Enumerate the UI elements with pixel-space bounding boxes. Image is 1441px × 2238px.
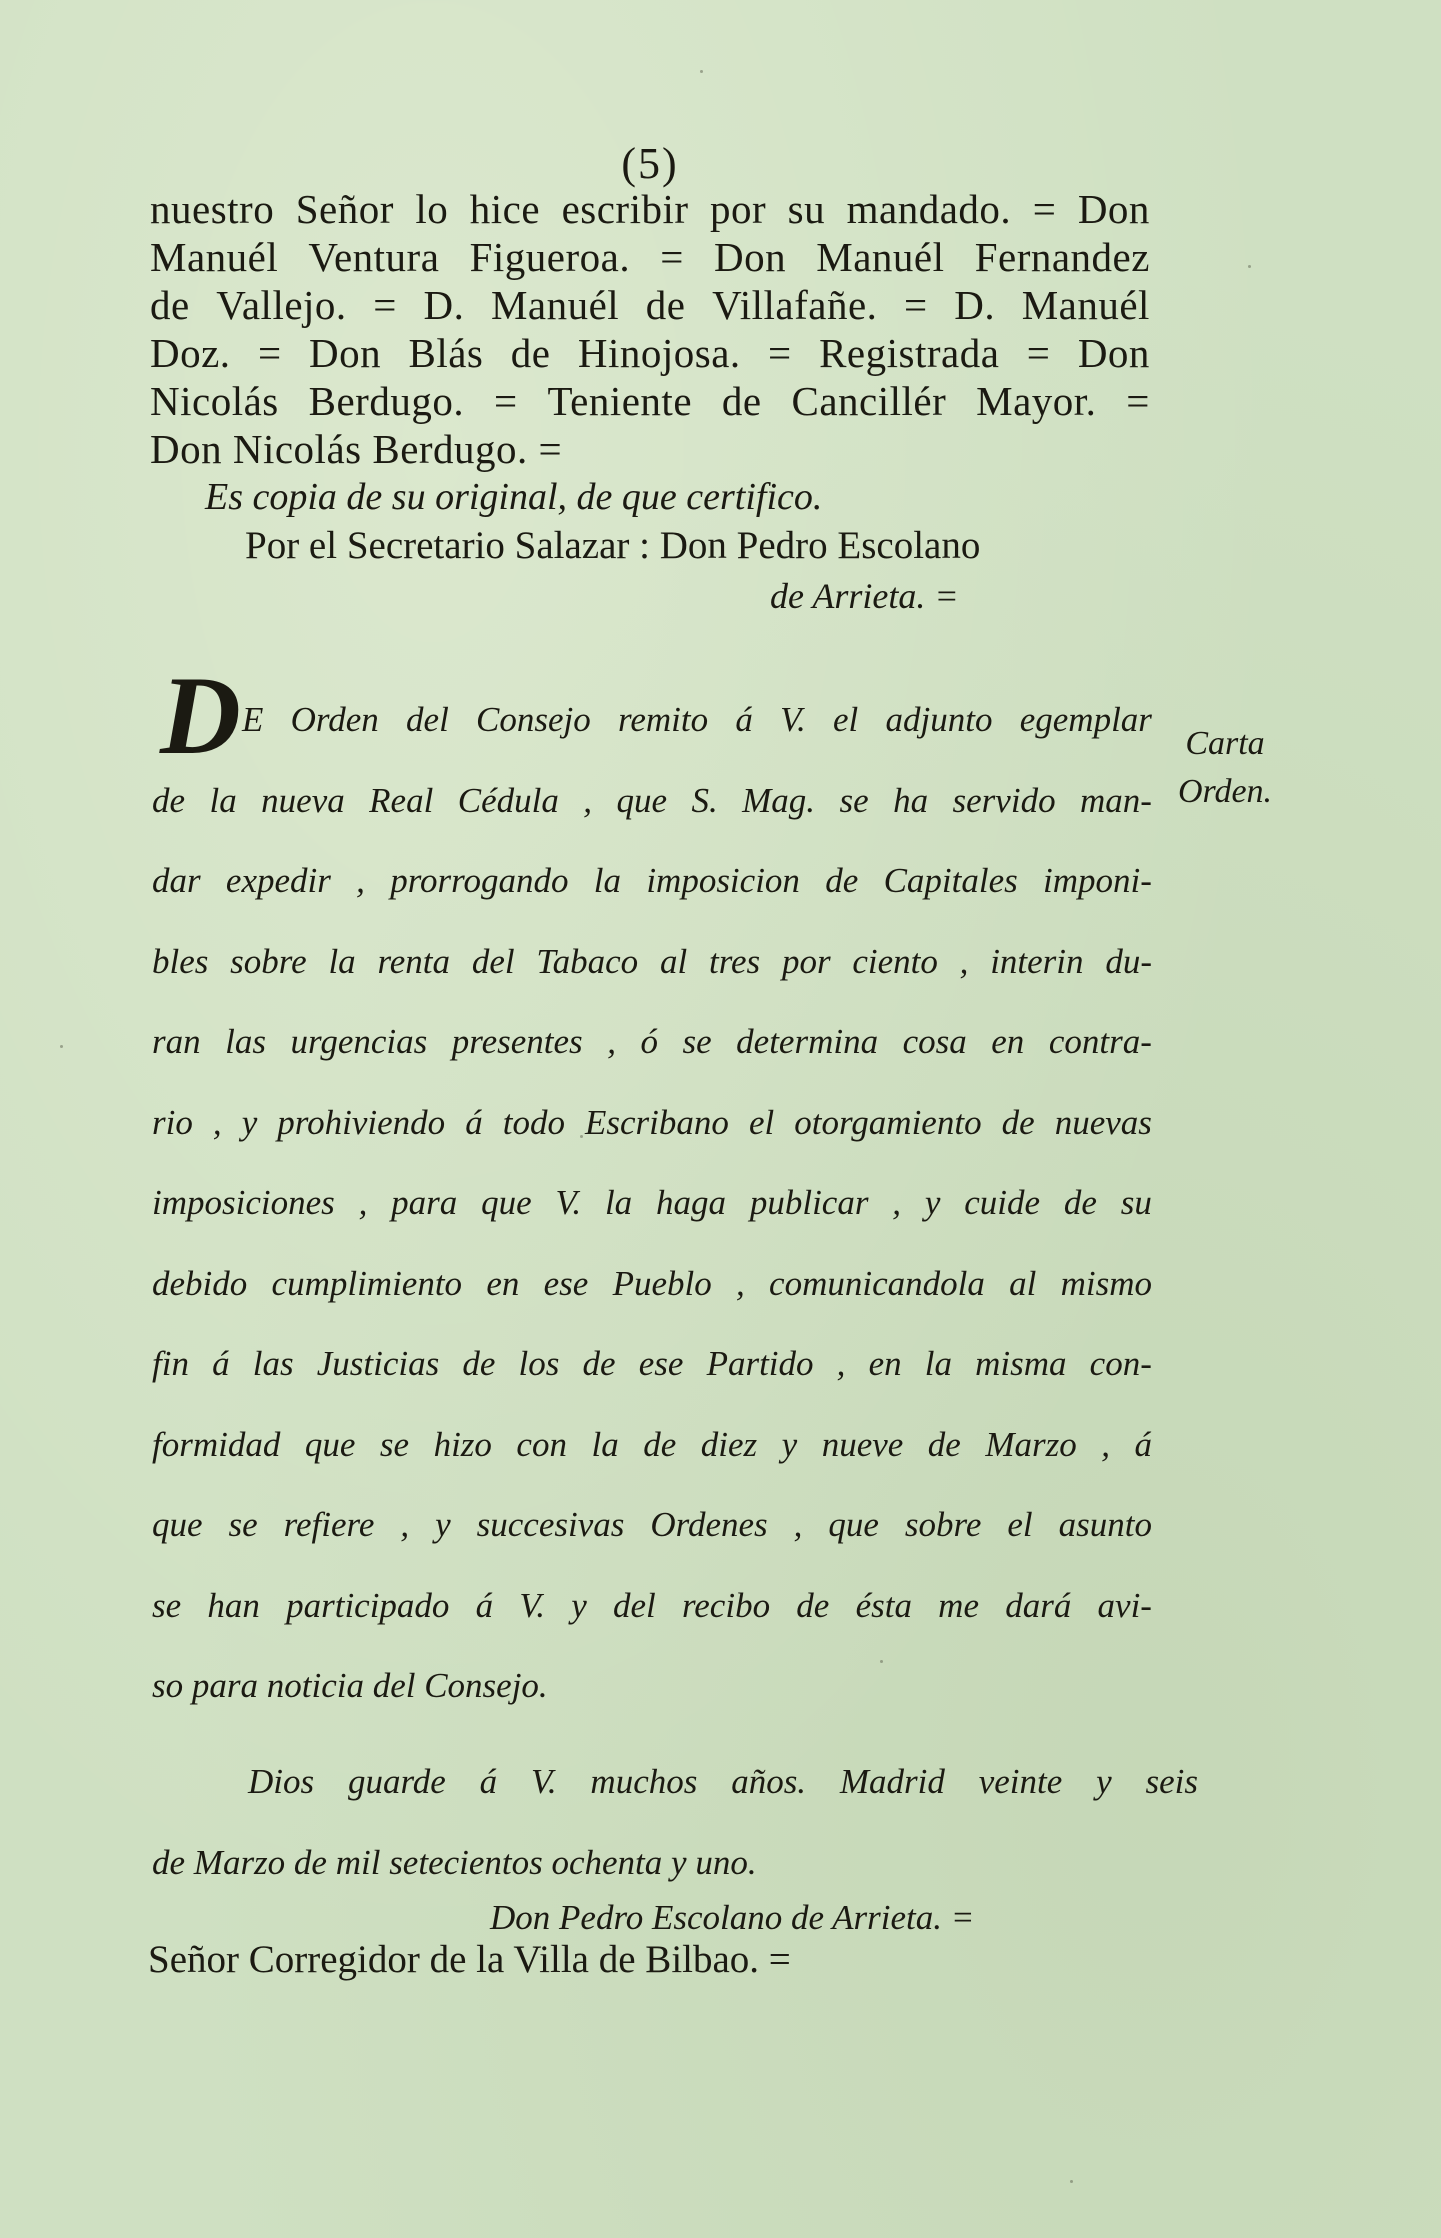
letter-line	[152, 1103, 1152, 1184]
word: S.	[691, 780, 718, 820]
word: ,	[959, 941, 969, 981]
word: Pueblo	[612, 1263, 712, 1303]
word: =	[1026, 330, 1051, 376]
word: presentes	[451, 1022, 583, 1061]
word: Cancillér	[791, 378, 947, 424]
word: Teniente	[547, 378, 693, 424]
letter-line: so para noticia del Consejo.	[152, 1666, 548, 1705]
word: hice	[469, 186, 541, 232]
word: imposicion	[646, 861, 800, 900]
word: ese	[638, 1344, 684, 1383]
word: adjunto	[885, 700, 993, 739]
word: otorgamiento	[794, 1102, 982, 1142]
word: =	[904, 282, 928, 328]
word: todo	[502, 1102, 565, 1142]
secretary-name-continuation: de Arrieta. =	[770, 576, 959, 616]
word: en	[868, 1344, 902, 1383]
word: debido	[152, 1263, 248, 1303]
word: Orden	[290, 700, 379, 739]
word: ,	[836, 1344, 846, 1383]
word: la	[924, 1344, 952, 1383]
word: la	[604, 1183, 633, 1222]
word: para	[391, 1183, 458, 1222]
word: ,	[892, 1183, 902, 1222]
word: Real	[369, 780, 434, 820]
word: Cédula	[457, 780, 559, 820]
letter-line	[152, 1505, 1152, 1586]
word: se	[839, 780, 869, 820]
letter-line	[152, 1183, 1152, 1264]
word: por	[710, 186, 767, 232]
word: mismo	[1060, 1263, 1152, 1303]
word: =	[1032, 186, 1057, 232]
word: de	[152, 780, 186, 820]
word: nueva	[261, 780, 345, 820]
word: ,	[358, 1183, 368, 1222]
word: y	[435, 1505, 451, 1544]
word: man-	[1080, 780, 1152, 820]
paper-speck	[1248, 265, 1251, 268]
word: ,	[1101, 1424, 1110, 1464]
word: guarde	[347, 1762, 446, 1801]
word: prorrogando	[390, 861, 569, 900]
margin-note	[1165, 720, 1285, 816]
word: de	[643, 1424, 677, 1464]
word: y	[924, 1183, 941, 1222]
word: han	[207, 1585, 260, 1625]
word: ,	[212, 1102, 222, 1142]
word: Manuél	[816, 234, 945, 280]
word: Don	[714, 234, 787, 280]
word: Consejo	[476, 700, 591, 739]
word: V.	[780, 700, 806, 739]
word: del	[471, 941, 515, 981]
margin-note-line: Orden.	[1177, 773, 1273, 810]
word: haga	[656, 1183, 727, 1222]
word: que	[616, 780, 668, 820]
word: veinte	[978, 1762, 1063, 1801]
word: succesivas	[476, 1505, 625, 1544]
word: renta	[377, 941, 451, 981]
word: ,	[793, 1505, 803, 1544]
word: con-	[1089, 1344, 1152, 1383]
word: que	[828, 1505, 879, 1544]
word: V.	[530, 1762, 557, 1801]
word: y	[241, 1102, 258, 1142]
word: hizo	[433, 1424, 492, 1464]
word: Capitales	[883, 861, 1018, 900]
word: con	[516, 1424, 567, 1464]
certification-line: Es copia de su original, de que certifico.	[205, 476, 823, 518]
word: ran	[152, 1022, 201, 1061]
word: á	[465, 1102, 483, 1142]
word: Don	[1077, 330, 1150, 376]
word: Manuél	[150, 234, 279, 280]
word: en	[486, 1263, 520, 1303]
word: de	[582, 1344, 616, 1383]
letter-line	[152, 1264, 1152, 1345]
word: Manuél	[490, 282, 620, 328]
word: refiere	[283, 1505, 375, 1544]
word: su	[1120, 1183, 1152, 1222]
word: remito	[618, 700, 709, 739]
word: Madrid	[839, 1762, 945, 1801]
word: á	[735, 700, 753, 739]
word: ciento	[852, 941, 938, 981]
paper-speck	[1070, 2180, 1073, 2183]
letter-line	[152, 1344, 1152, 1425]
paper-speck	[580, 1135, 583, 1138]
word: lo	[415, 186, 449, 232]
word: se	[228, 1505, 258, 1544]
word: años.	[731, 1762, 807, 1801]
word: me	[938, 1585, 979, 1625]
word: imposiciones	[152, 1183, 335, 1222]
word: Vallejo.	[216, 282, 347, 328]
text-line	[150, 233, 1150, 281]
word: ha	[893, 780, 929, 820]
word: tres	[708, 941, 761, 981]
word: misma	[975, 1344, 1067, 1383]
letter-line	[152, 1022, 1152, 1103]
word: Marzo	[985, 1424, 1077, 1464]
text-line	[150, 377, 1150, 425]
word: de	[721, 378, 762, 424]
word: de	[796, 1585, 830, 1625]
word: de	[462, 1344, 496, 1383]
word: prohiviendo	[277, 1102, 446, 1142]
word: D.	[954, 282, 996, 328]
word: diez	[700, 1424, 758, 1464]
word: Justicias	[316, 1344, 440, 1383]
word: ,	[400, 1505, 410, 1544]
word: dar	[152, 861, 201, 900]
word: nuevas	[1054, 1102, 1152, 1142]
word: Nicolás	[150, 378, 279, 424]
word: al	[659, 941, 688, 981]
word: á	[212, 1344, 230, 1383]
word: =	[373, 282, 397, 328]
word: Ventura	[308, 234, 440, 280]
word: asunto	[1058, 1505, 1152, 1544]
word: =	[660, 234, 684, 280]
word: se	[379, 1424, 410, 1464]
word: dará	[1005, 1585, 1072, 1625]
word: las	[225, 1022, 266, 1061]
text-line	[150, 185, 1150, 233]
word: muchos	[590, 1762, 698, 1801]
word: servido	[952, 780, 1056, 820]
paper-speck	[700, 70, 703, 73]
word: Partido	[706, 1344, 814, 1383]
signature: Don Pedro Escolano de Arrieta. =	[490, 1898, 975, 1937]
royal-decree-closing-text	[150, 185, 1150, 473]
word: á	[479, 1762, 498, 1801]
word: cumplimiento	[271, 1263, 463, 1303]
letter-line	[152, 861, 1152, 942]
word: comunicandola	[769, 1263, 985, 1303]
word: interin	[990, 941, 1084, 981]
word: du-	[1105, 941, 1152, 981]
word: el	[833, 700, 859, 739]
word: fin	[152, 1344, 189, 1383]
word: ,	[607, 1022, 616, 1061]
word: =	[1126, 378, 1150, 424]
word: determina	[736, 1022, 879, 1061]
word: expedir	[225, 861, 331, 900]
word: urgencias	[290, 1022, 428, 1061]
word: ,	[736, 1263, 745, 1303]
drop-cap-letter: D	[160, 654, 241, 778]
word: Figueroa.	[469, 234, 631, 280]
word: de	[927, 1424, 961, 1464]
word: su	[787, 186, 826, 232]
word: ,	[583, 780, 593, 820]
word: el	[748, 1102, 775, 1142]
word: bles	[152, 941, 209, 981]
word: Blás	[408, 330, 484, 376]
word: la	[209, 780, 237, 820]
letter-body	[152, 700, 1152, 1747]
word: avi-	[1097, 1585, 1152, 1625]
text-line	[150, 281, 1150, 329]
word: =	[493, 378, 518, 424]
word: y	[1096, 1762, 1112, 1801]
word: la	[328, 941, 356, 981]
addressee: Señor Corregidor de la Villa de Bilbao. =	[148, 1938, 791, 1981]
word: de	[1001, 1102, 1035, 1142]
word: de	[645, 282, 686, 328]
word: =	[257, 330, 282, 376]
text-line	[150, 329, 1150, 377]
word: D.	[423, 282, 465, 328]
word: Villafañe.	[712, 282, 878, 328]
word: Dios	[248, 1762, 315, 1801]
word: de	[510, 330, 551, 376]
text-line: Don Nicolás Berdugo. =	[150, 426, 563, 472]
word: de	[1063, 1183, 1097, 1222]
word: se	[682, 1022, 712, 1061]
paper-speck	[60, 1045, 63, 1048]
word: V.	[555, 1183, 582, 1222]
letter-line	[152, 942, 1152, 1023]
letter-line	[152, 781, 1152, 862]
word: Doz.	[150, 330, 231, 376]
word: nueve	[821, 1424, 904, 1464]
word: á	[475, 1585, 494, 1625]
word: nuestro	[150, 186, 275, 232]
word: Mag.	[742, 780, 816, 820]
word: cuide	[964, 1183, 1041, 1222]
word: por	[781, 941, 831, 981]
word: y	[781, 1424, 798, 1464]
page-number: (5)	[621, 139, 679, 188]
word: en	[991, 1022, 1025, 1061]
word: ó	[640, 1022, 658, 1061]
word: ,	[356, 861, 365, 900]
word: que	[152, 1505, 203, 1544]
word: recibo	[681, 1585, 771, 1625]
word: Hinojosa.	[577, 330, 741, 376]
letter-line	[152, 1425, 1152, 1506]
word: que	[481, 1183, 532, 1222]
word: Ordenes	[650, 1505, 768, 1544]
closing-date-line: de Marzo de mil setecientos ochenta y uno.	[152, 1843, 757, 1882]
word: Tabaco	[536, 941, 639, 981]
word: imponi-	[1043, 861, 1152, 900]
word: y	[571, 1585, 587, 1625]
word: Don	[1077, 186, 1150, 232]
word: Don	[308, 330, 382, 376]
word: E	[242, 700, 264, 739]
word: publicar	[749, 1183, 869, 1222]
word: formidad	[152, 1424, 281, 1464]
word: participado	[286, 1585, 450, 1625]
letter-line	[152, 700, 1152, 781]
word: Manuél	[1021, 282, 1150, 328]
word: de	[150, 282, 190, 328]
word: cosa	[902, 1022, 967, 1061]
word: Berdugo.	[308, 378, 465, 424]
word: ésta	[855, 1585, 912, 1625]
word: Señor	[295, 186, 394, 232]
word: el	[1007, 1505, 1033, 1544]
word: que	[304, 1424, 356, 1464]
closing-line	[248, 1762, 1198, 1802]
word: seis	[1145, 1762, 1198, 1801]
secretary-line: Por el Secretario Salazar : Don Pedro Escolano	[245, 524, 981, 567]
word: egemplar	[1019, 700, 1152, 739]
word: rio	[152, 1102, 193, 1142]
word: ese	[543, 1263, 589, 1303]
word: sobre	[230, 941, 307, 981]
word: las	[252, 1344, 294, 1383]
word: mandado.	[846, 186, 1012, 232]
word: =	[768, 330, 792, 376]
word: escribir	[561, 186, 689, 232]
word: V.	[519, 1585, 545, 1625]
word: á	[1134, 1424, 1152, 1464]
word: Registrada	[819, 330, 1000, 376]
word: Mayor.	[976, 378, 1097, 424]
word: la	[591, 1424, 619, 1464]
word: sobre	[904, 1505, 982, 1544]
word: del	[612, 1585, 656, 1625]
letter-line	[152, 1586, 1152, 1667]
word: de	[825, 861, 859, 900]
word: del	[406, 700, 449, 739]
word: Fernandez	[974, 234, 1150, 280]
word: Escribano	[585, 1102, 729, 1142]
paper-speck	[880, 1660, 883, 1663]
word: contra-	[1048, 1022, 1152, 1061]
word: los	[518, 1344, 560, 1383]
word: la	[593, 861, 622, 900]
word: se	[152, 1585, 182, 1625]
word: al	[1009, 1263, 1037, 1303]
margin-note-line: Carta	[1185, 725, 1265, 762]
